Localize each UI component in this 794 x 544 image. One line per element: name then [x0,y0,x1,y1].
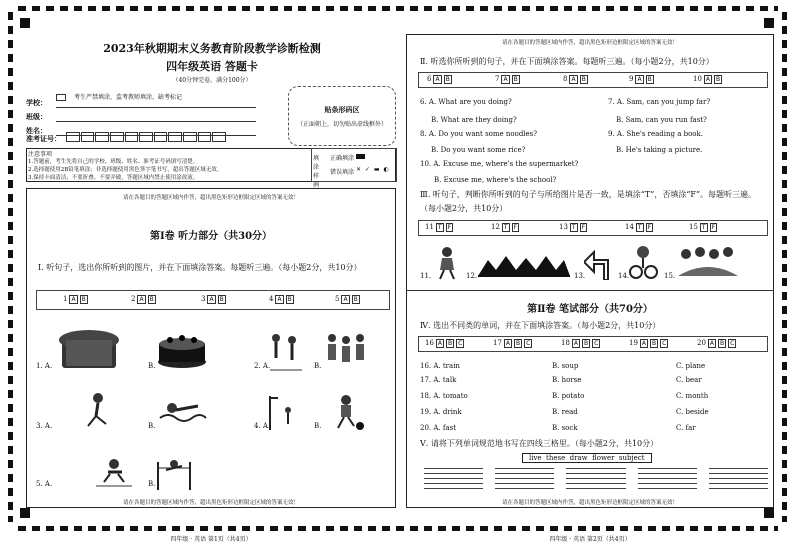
q6-a: 6. A. What are you doing? [420,98,512,106]
cake-picture [156,328,208,372]
answer-q10[interactable]: 10 A B [693,75,721,83]
football-picture [326,392,366,432]
exam-title: 2023年秋期期末义务教育阶段教学诊断检测 [103,42,321,55]
id-label: 准考证号： [26,134,61,143]
answer-q7[interactable]: 7 A B [495,75,518,83]
q19-a: 19. A. drink [420,408,462,416]
sec1-title: Ⅰ. 听句子，选出你所听到的图片，并在下面填涂答案。每题听三遍。（每小题2分，共10分） [38,263,362,272]
answer-q4[interactable]: 4 A B [269,295,292,303]
corner-mark [764,508,774,518]
label-12: 12. [466,272,478,280]
writing-cell[interactable] [566,468,625,490]
name-label: 姓名： [26,126,47,135]
q18-a: 18. A. tomato [420,392,468,400]
warning-bottom-right: 请在各题目的答题区域内作答，超出黑色矩形边框限定区域的答案无效！ [501,500,678,506]
label-4b: B. [314,422,322,430]
writing-cell[interactable] [424,468,483,490]
part2-heading: 第Ⅱ卷 笔试部分（共70分） [527,304,653,315]
word-bank: live these draw flower subject [522,453,652,463]
answer-q9[interactable]: 9 A B [629,75,652,83]
school-label: 学校： [26,98,47,107]
q6-b: B. What are they doing? [431,116,517,124]
id-boxes[interactable] [66,132,226,142]
running-boy-picture [80,392,116,428]
answer-q11[interactable]: 11 T F [425,223,452,231]
answer-q2[interactable]: 2 A B [131,295,154,303]
q19-b: B. read [552,408,578,416]
exam-rule: 考生严禁填涂，监考教师填涂，缺考标记 [74,94,183,101]
answer-q19[interactable]: 19 A B C [629,339,667,347]
warning-top-left: 请在各题目的答题区域内作答，超出黑色矩形边框限定区域的答案无效！ [122,195,299,201]
sec3-title: Ⅲ. 听句子，判断你所听到的句子与所给图片是否一致，是填涂“T”，否填涂“F”。每题听三遍。（每小题2分，共10分） [420,190,757,213]
answer-q12[interactable]: 12 T F [491,223,518,231]
note-2: 2.选择题使用2B铅笔填涂；非选择题使用黑色签字笔书写，超出答题区域无效。 [28,167,223,173]
label-5b: B. [148,480,156,488]
label-14: 14. [618,272,630,280]
sec2-answer-row [418,72,768,88]
label-2a: 2. A. [254,362,271,370]
answer-q6[interactable]: 6 A B [427,75,450,83]
footer-left: 四年级 · 英语 第1页（共4页） [170,536,252,543]
answer-q13[interactable]: 13 T F [559,223,586,231]
barcode-label: 贴条形码区 [324,105,360,114]
exam-note: （40分钟完卷，满分100分） [172,77,252,84]
right-border-marks [782,12,787,522]
answer-q3[interactable]: 3 A B [201,295,224,303]
running-girl-picture [432,246,462,280]
sec4-answer-row [418,336,768,352]
q17-c: C. bear [676,376,702,384]
school-field[interactable] [56,107,256,108]
q19-c: C. beside [676,408,709,416]
mountains-picture [478,252,570,278]
bread-picture [54,328,124,370]
correct-label: 正确填涂 [330,155,355,162]
class-label: 班级： [26,112,47,121]
turn-left-sign-picture [584,246,616,280]
corner-mark [764,18,774,28]
writing-cell[interactable] [495,468,554,490]
basketball-picture [266,392,302,432]
top-border-marks [18,6,778,11]
q8-a: 8. A. Do you want some noodles? [420,130,538,138]
high-jump-picture [154,456,194,492]
writing-cell[interactable] [709,468,768,490]
label-13: 13. [574,272,586,280]
q8-b: B. Do you want some rice? [431,146,526,154]
label-11: 11. [420,272,432,280]
divider [406,290,774,291]
corner-mark [20,508,30,518]
label-3a: 3. A. [36,422,53,430]
label-1a: 1. A. [36,362,53,370]
answer-q8[interactable]: 8 A B [563,75,586,83]
sec3-answer-row [418,220,768,236]
barcode-note: （正面朝上，切勿贴出虚线框外） [296,121,387,128]
wrong-marks: ✕ ✓ ▬ ◐ [356,166,390,173]
label-4a: 4. A. [254,422,271,430]
sec2-title: Ⅱ. 听选你所听到的句子，并在下面填涂答案。每题听三遍。（每小题2分，共10分） [420,57,714,66]
warning-bottom-left: 请在各题目的答题区域内作答，超出黑色矩形边框限定区域的答案无效！ [122,500,299,506]
corner-mark [20,18,30,28]
q16-a: 16. A. train [420,362,460,370]
sec1-answer-row [36,290,390,310]
writing-grid[interactable] [424,468,768,490]
notes-title: 注意事项 [28,151,53,158]
label-1b: B. [148,362,156,370]
left-border-marks [8,12,13,522]
q9-a: 9. A. She's reading a book. [608,130,703,138]
part1-heading: 第Ⅰ卷 听力部分（共30分） [149,231,273,242]
answer-q14[interactable]: 14 T F [625,223,652,231]
sec4-title: Ⅳ. 选出不同类的单词，并在下面填涂答案。（每小题2分，共10分） [420,321,661,330]
footer-right: 四年级 · 英语 第2页（共4页） [549,536,631,543]
card-subtitle: 四年级英语 答题卡 [166,60,258,73]
label-3b: B. [148,422,156,430]
q7-b: B. Sam, can you run fast? [616,116,707,124]
family-picture [676,244,740,280]
q20-a: 20. A. fast [420,424,457,432]
answer-q17[interactable]: 17 A B C [493,339,531,347]
q10-b: B. Excuse me, where's the school? [434,176,557,184]
answer-q15[interactable]: 15 T F [689,223,716,231]
wrong-label: 错误填涂 [330,169,355,176]
answer-q18[interactable]: 18 A B C [561,339,599,347]
q7-a: 7. A. Sam, can you jump far? [608,98,711,106]
writing-cell[interactable] [638,468,697,490]
answer-q16[interactable]: 16 A B C [425,339,463,347]
label-5a: 5. A. [36,480,53,488]
answer-q1[interactable]: 1 A B [63,295,86,303]
warning-top-right: 请在各题目的答题区域内作答，超出黑色矩形边框限定区域的答案无效！ [501,40,678,46]
note-3: 3.保持卡面清洁，不要折叠、不要弄破，答题区域内禁止使用涂改液。 [28,175,199,181]
kids-picture [266,330,306,372]
q20-c: C. far [676,424,696,432]
swimming-picture [158,400,208,426]
note-1: 1.答题前，考生先将自己的学校、班级、姓名、准考证号码填写清楚。 [28,159,199,165]
barcode-area [288,86,396,146]
bottom-border-marks [18,526,778,531]
group-picture [322,330,372,372]
q16-c: C. plane [676,362,706,370]
answer-q5[interactable]: 5 A B [335,295,358,303]
label-2b: B. [314,362,322,370]
q18-c: C. month [676,392,709,400]
label-15: 15. [664,272,676,280]
q9-b: B. He's taking a picture. [616,146,703,154]
fill-label: 填涂样例 [313,155,320,189]
q17-b: B. horse [552,376,582,384]
answer-q20[interactable]: 20 A B C [697,339,735,347]
q17-a: 17. A. talk [420,376,457,384]
cyclist-picture [628,244,658,280]
sec5-title: Ⅴ. 请将下列单词规范地书写在四线三格里。（每小题2分，共10分） [420,439,659,448]
q10-a: 10. A. Excuse me, where's the supermarket? [420,160,579,168]
jumping-boy-picture [96,456,132,488]
absent-mark-box[interactable] [56,94,66,101]
class-field[interactable] [56,121,256,122]
q20-b: B. sock [552,424,578,432]
q18-b: B. potato [552,392,585,400]
q16-b: B. soup [552,362,579,370]
correct-mark [356,154,365,159]
